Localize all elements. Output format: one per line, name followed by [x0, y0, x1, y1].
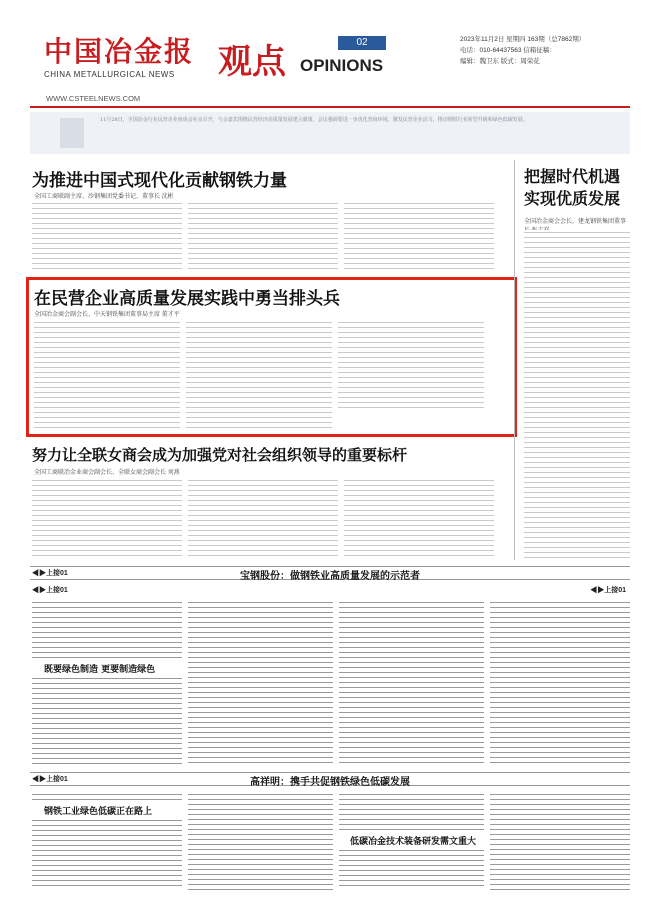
- newspaper-logo: 中国冶金报: [44, 35, 195, 68]
- band-title-baosteel: 宝钢股份：做钢铁业高质量发展的示范者: [240, 571, 420, 582]
- gxm-body-col1: [32, 818, 182, 890]
- gxm-body-col3-bottom: [339, 848, 484, 890]
- subhead-green-manufacturing: 既要绿色制造 更要制造绿色: [44, 665, 156, 675]
- article-title-left-top: 为推进中国式现代化贡献钢铁力量: [32, 171, 287, 191]
- subhead-low-carbon: 钢铁工业绿色低碳正在路上: [44, 807, 153, 817]
- continued-from-tag-left: ◀▶上接01: [32, 587, 68, 594]
- issue-editor: 编辑：魏卫东 版式：周荣花: [460, 58, 540, 65]
- gxm-body-col4: [490, 792, 630, 890]
- issue-info: [460, 34, 640, 67]
- article-byline-right-top: 全国冶金商会会长、建龙钢铁集团董事: [524, 219, 627, 225]
- article-byline-left-top: 全国工商联副主席、沙钢集团党委书记、董事长 沈彬: [34, 194, 174, 200]
- article-body-left-mid-col3: [344, 478, 494, 558]
- bottom-footer: [30, 890, 630, 908]
- continued-from-tag-2: ◀▶上接01: [32, 776, 68, 783]
- article-body-left-mid-col2: [188, 478, 338, 558]
- continued-row: [30, 584, 630, 596]
- article-title-right-line2: 实现优质发展: [524, 189, 621, 208]
- article-body-left-top-col1: [32, 201, 182, 271]
- article-title-right-top: [524, 166, 620, 210]
- baosteel-body-col3: [339, 600, 484, 766]
- section-band-baosteel: [30, 566, 630, 580]
- editorial-text: 11月28日，全国冶金行业民营企业座谈会在京召开，与会嘉宾围绕民营经济高质量发展建言献策，会议强调要进一步优化营商环境，激发民营企业活力，推动钢铁行业转型升级和绿色低碳发展。: [100, 117, 528, 123]
- section-title: 观点: [218, 42, 286, 82]
- article-body-highlighted-col1: [34, 320, 180, 430]
- issue-date: 2023年11月2日 星期四 163期（总7862期）: [460, 36, 586, 43]
- band-title-gaoxiangming: 高祥明：携手共促钢铁绿色低碳发展: [250, 777, 410, 788]
- article-body-left-top-col2: [188, 201, 338, 271]
- page-number: 02: [338, 36, 386, 50]
- section-title-en: OPINIONS: [300, 56, 384, 75]
- gxm-body-col3-top: [339, 792, 484, 832]
- masthead: [0, 0, 660, 103]
- baosteel-body-col1-top: [32, 600, 182, 658]
- article-body-left-mid-col1: [32, 478, 182, 558]
- website-url[interactable]: WWW.CSTEELNEWS.COM: [46, 94, 141, 103]
- article-byline-left-mid: 全国工商联冶金业商会副会长、全联女商会副会长 刘燕: [34, 470, 180, 476]
- baosteel-body-col2: [188, 600, 333, 766]
- subhead-tech-rd: 低碳冶金技术装备研发需文重大: [350, 837, 477, 847]
- article-byline-highlighted: 全国冶金商会副会长、中天钢铁集团董事局主席 董才平: [34, 312, 180, 318]
- article-title-right-line1: 把握时代机遇: [524, 167, 621, 186]
- article-title-left-mid: 努力让全联女商会成为加强党对社会组织领导的重要标杆: [32, 446, 408, 464]
- continued-from-tag-right: ◀▶上接01: [590, 587, 626, 594]
- article-body-left-top-col3: [344, 201, 494, 271]
- editorial-strip: [30, 112, 630, 154]
- editorial-stamp-icon: [60, 118, 84, 148]
- issue-phone: 电话：010-64437563 信箱征稿：: [460, 47, 556, 54]
- gxm-body-col1-top: [32, 792, 182, 800]
- article-body-right-top: [524, 230, 630, 558]
- article-body-highlighted-col3: [338, 320, 484, 410]
- header-rule: [30, 106, 630, 108]
- baosteel-body-col1-bottom: [32, 676, 182, 766]
- gxm-body-col2: [188, 792, 333, 890]
- right-column-rule: [514, 160, 515, 560]
- newspaper-name-en: CHINA METALLURGICAL NEWS: [44, 70, 175, 79]
- baosteel-body-col4: [490, 600, 630, 766]
- section-band-gaoxiangming: [30, 772, 630, 786]
- continued-from-tag: ◀▶上接01: [32, 570, 68, 577]
- article-title-highlighted: 在民营企业高质量发展实践中勇当排头兵: [34, 289, 340, 309]
- article-body-highlighted-col2: [186, 320, 332, 430]
